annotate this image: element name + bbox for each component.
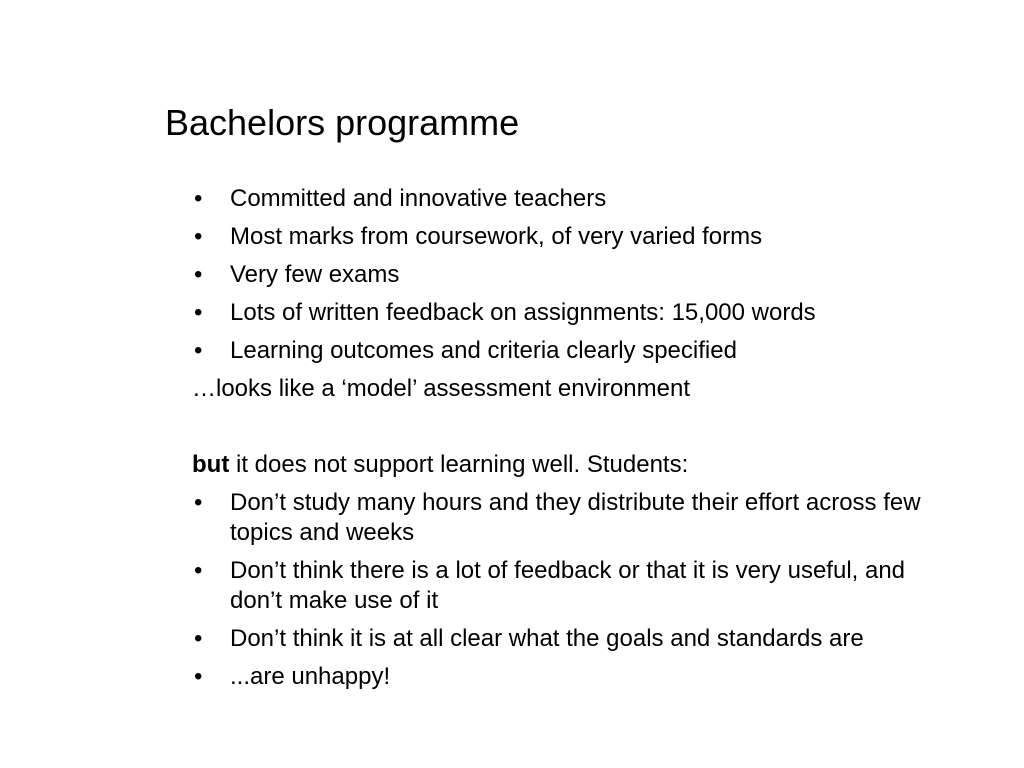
list-item-text: Very few exams — [230, 261, 400, 288]
list-item-text: ...are unhappy! — [230, 663, 391, 690]
list-item-text: Learning outcomes and criteria clearly specified — [230, 337, 737, 364]
list-item-text: Committed and innovative teachers — [230, 185, 607, 212]
list-item — [192, 298, 952, 328]
contrast-line — [192, 450, 952, 480]
bullet-icon: • — [194, 557, 203, 584]
list-item — [192, 624, 950, 654]
list-item-text: Don’t study many hours and they distribute their effort across few topics and weeks — [230, 489, 921, 546]
bullet-icon: • — [194, 337, 203, 364]
list-item — [192, 260, 952, 290]
list-item-text: Lots of written feedback on assignments: 15,000 words — [230, 299, 816, 326]
bullet-icon: • — [194, 223, 203, 250]
list-item — [192, 184, 952, 214]
list-item-text: Don’t think there is a lot of feedback or that it is very useful, and don’t make use of it — [230, 557, 906, 614]
list-item — [192, 336, 952, 366]
slide-title: Bachelors programme — [165, 102, 520, 143]
summary-line: …looks like a ‘model’ assessment environment — [192, 375, 690, 402]
list-item — [192, 556, 950, 616]
bullet-icon: • — [194, 185, 203, 212]
contrast-text: it does not support learning well. Students: — [229, 451, 689, 478]
problems-list — [192, 488, 952, 692]
bullet-icon: • — [194, 625, 203, 652]
contrast-emphasis: but — [192, 451, 230, 478]
spacer — [192, 412, 952, 450]
slide-content — [192, 184, 952, 700]
list-item-text: Most marks from coursework, of very varied forms — [230, 223, 763, 250]
strengths-list — [192, 184, 952, 366]
bullet-icon: • — [194, 663, 203, 690]
list-item — [192, 662, 950, 692]
bullet-icon: • — [194, 299, 203, 326]
bullet-icon: • — [194, 489, 203, 516]
list-item — [192, 488, 950, 548]
list-item — [192, 222, 952, 252]
bullet-icon: • — [194, 261, 203, 288]
list-item-text: Don’t think it is at all clear what the goals and standards are — [230, 625, 864, 652]
